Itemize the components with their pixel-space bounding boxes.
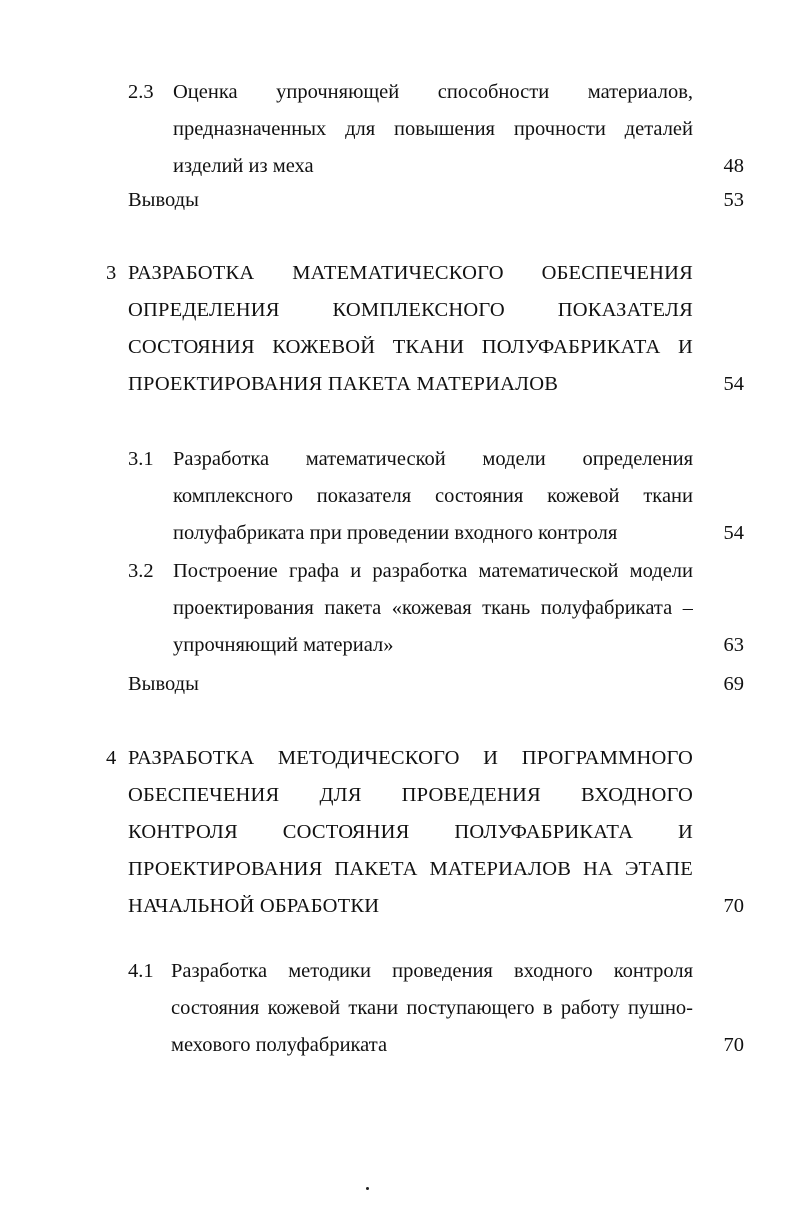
toc-entry-title-line: Выводы (128, 189, 199, 211)
toc-entry-title-line: ОПРЕДЕЛЕНИЯ КОМПЛЕКСНОГО ПОКАЗАТЕЛЯ (128, 299, 693, 321)
toc-entry-title-line: ОБЕСПЕЧЕНИЯ ДЛЯ ПРОВЕДЕНИЯ ВХОДНОГО (128, 784, 693, 806)
toc-entry-title-line: мехового полуфабриката (171, 1034, 388, 1056)
toc-entry-page: 70 (723, 895, 744, 917)
toc-entry-number: 4 (106, 747, 117, 769)
toc-entry-title-line: КОНТРОЛЯ СОСТОЯНИЯ ПОЛУФАБРИКАТА И (128, 821, 693, 843)
toc-entry-number: 2.3 (128, 81, 154, 103)
toc-entry-title-line: ПРОЕКТИРОВАНИЯ ПАКЕТА МАТЕРИАЛОВ НА ЭТАПЕ (128, 858, 693, 880)
toc-entry-2-3 (128, 74, 744, 185)
toc-entry-conclusions-3 (128, 666, 744, 703)
toc-entry-page: 70 (723, 1034, 744, 1056)
toc-entry-title-line: проектирования пакета «кожевая ткань полуфабриката – (173, 597, 693, 619)
toc-entry-title-line: ПРОЕКТИРОВАНИЯ ПАКЕТА МАТЕРИАЛОВ (128, 373, 559, 395)
toc-entry-title-line: предназначенных для повышения прочности деталей (173, 118, 693, 140)
toc-entry-title-line: полуфабриката при проведении входного контроля (173, 522, 618, 544)
toc-entry-page: 69 (723, 673, 744, 695)
toc-entry-number: 3 (106, 262, 117, 284)
toc-entry-title-line: РАЗРАБОТКА МЕТОДИЧЕСКОГО И ПРОГРАММНОГО (128, 747, 693, 769)
toc-entry-3-1 (128, 441, 744, 552)
toc-entry-page: 48 (723, 155, 744, 177)
toc-entry-title-line: Разработка математической модели определения (173, 448, 693, 470)
toc-entry-chapter-3 (106, 255, 744, 403)
toc-entry-title-line: РАЗРАБОТКА МАТЕМАТИЧЕСКОГО ОБЕСПЕЧЕНИЯ (128, 262, 693, 284)
toc-entry-conclusions-2 (128, 182, 744, 219)
toc-entry-page: 54 (723, 373, 744, 395)
toc-entry-number: 3.2 (128, 560, 154, 582)
toc-entry-title-line: изделий из меха (173, 155, 314, 177)
toc-entry-4-1 (128, 953, 744, 1064)
toc-entry-page: 53 (723, 189, 744, 211)
scan-speck (366, 1187, 369, 1190)
toc-entry-title-line: состояния кожевой ткани поступающего в работу пушно- (171, 997, 693, 1019)
toc-entry-title-line: Оценка упрочняющей способности материалов, (173, 81, 693, 103)
toc-entry-title-line: Построение графа и разработка математической модели (173, 560, 693, 582)
toc-entry-page: 63 (723, 634, 744, 656)
toc-entry-title-line: комплексного показателя состояния кожевой ткани (173, 485, 693, 507)
toc-entry-page: 54 (723, 522, 744, 544)
toc-entry-title-line: Разработка методики проведения входного контроля (171, 960, 693, 982)
toc-entry-title-line: Выводы (128, 673, 199, 695)
toc-entry-3-2 (128, 553, 744, 664)
toc-entry-chapter-4 (106, 740, 744, 925)
toc-entry-title-line: СОСТОЯНИЯ КОЖЕВОЙ ТКАНИ ПОЛУФАБРИКАТА И (128, 336, 693, 358)
toc-entry-number: 3.1 (128, 448, 154, 470)
toc-entry-title-line: НАЧАЛЬНОЙ ОБРАБОТКИ (128, 895, 380, 917)
toc-entry-number: 4.1 (128, 960, 154, 982)
toc-entry-title-line: упрочняющий материал» (173, 634, 394, 656)
